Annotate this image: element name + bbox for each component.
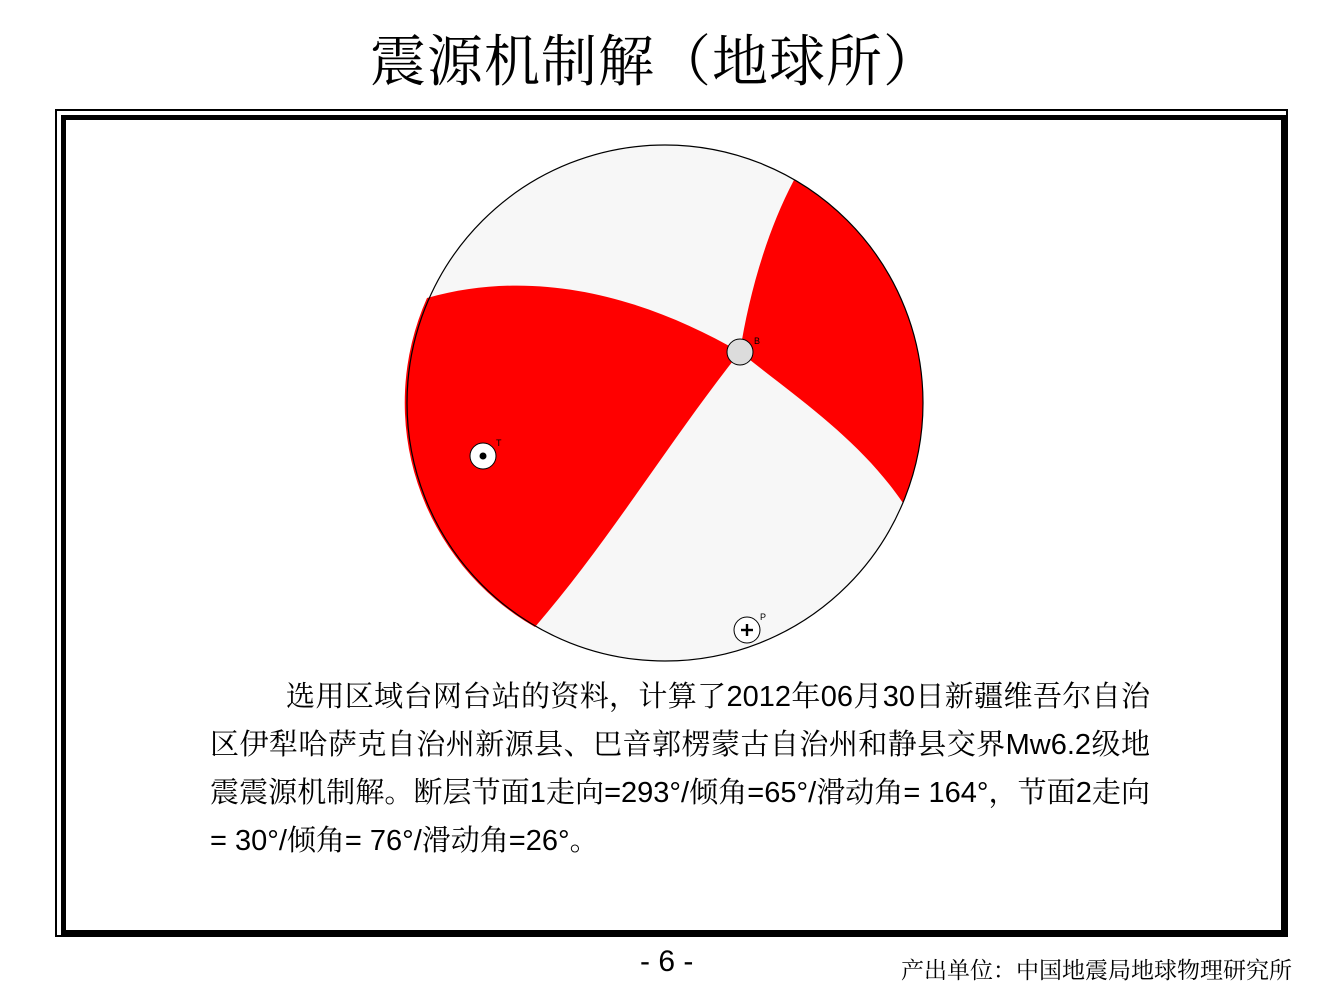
b-axis-marker bbox=[727, 339, 753, 365]
page-number: - 6 - bbox=[640, 945, 694, 978]
t-axis-label: T bbox=[496, 438, 502, 448]
mechanism-description: 选用区域台网台站的资料，计算了2012年06月30日新疆维吾尔自治区伊犁哈萨克自治州新源县、巴音郭楞蒙古自治州和静县交界Mw6.2级地震震源机制解。断层节面1走向=293°/倾角=65°/滑动角= 164°，节面2走向= 30°/倾角= 76°/滑动角=26°。 bbox=[210, 681, 1150, 857]
p-axis-label: P bbox=[760, 612, 767, 622]
page-title: 震源机制解（地球所） bbox=[370, 30, 940, 95]
b-axis-label: B bbox=[754, 336, 761, 346]
t-axis-dot-icon bbox=[480, 453, 487, 460]
producer-credit: 产出单位：中国地震局地球物理研究所 bbox=[901, 958, 1292, 984]
